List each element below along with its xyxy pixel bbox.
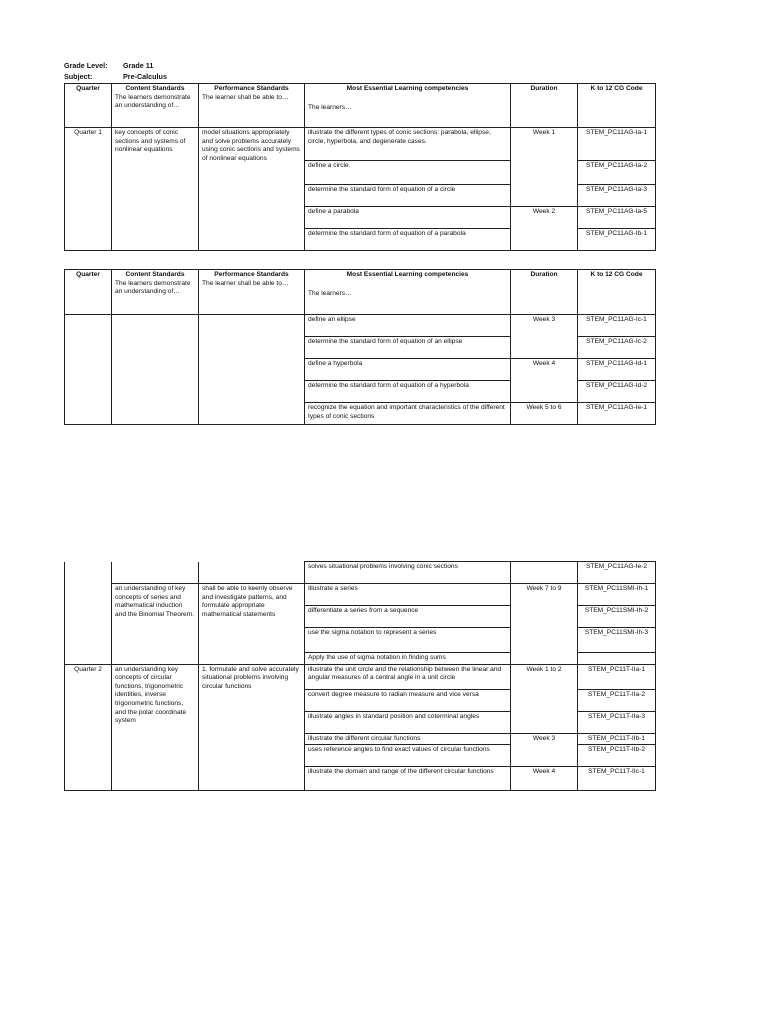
content-standard-cell: key concepts of conic sections and systems of nonlinear equations — [112, 128, 199, 251]
code-cell: STEM_PC11AG-Ia-5 — [578, 207, 656, 229]
duration-cell: Week 2 — [511, 207, 578, 251]
grade-level-line — [64, 61, 153, 71]
table-row — [65, 128, 656, 161]
code-cell: STEM_PC11AG-Ia-2 — [578, 161, 656, 185]
competency-cell: define an ellipse — [305, 315, 511, 337]
duration-cell — [511, 562, 578, 584]
code-cell: STEM_PC11SMI-Ih-3 — [578, 628, 656, 653]
competency-cell: illustrate the different types of conic sections: parabola, ellipse, circle, hyperbola, and degenerate cases. — [305, 128, 511, 161]
code-cell: STEM_PC11AG-Ic-2 — [578, 337, 656, 359]
quarter-cell: Quarter 1 — [65, 128, 112, 251]
code-cell: STEM_PC11T-IIa-1 — [578, 664, 656, 689]
curriculum-table-1 — [64, 83, 656, 251]
header-content-standards: Content Standards The learners demonstrate an understanding of… — [112, 84, 199, 128]
table-row — [65, 562, 656, 584]
quarter-cell — [65, 562, 112, 665]
competency-cell: illustrate the domain and range of the different circular functions — [305, 767, 511, 791]
code-cell: STEM_PC11AG-Ic-1 — [578, 315, 656, 337]
duration-cell: Week 4 — [511, 767, 578, 791]
competency-cell: determine the standard form of equation of a parabola — [305, 229, 511, 251]
code-cell: STEM_PC11SMI-Ih-2 — [578, 606, 656, 628]
table-row — [65, 584, 656, 606]
header-performance-standards: Performance Standards The learner shall be able to… — [199, 270, 305, 315]
content-standard-cell: an understanding key concepts of circular functions, trigonometric identities, inverse trigonometric functions, and the polar coordinate system — [112, 664, 199, 791]
quarter-cell — [65, 315, 112, 425]
header-performance-standards: Performance Standards The learner shall be able to… — [199, 84, 305, 128]
curriculum-table-2 — [64, 269, 656, 425]
code-cell: STEM_PC11T-IIb-2 — [578, 745, 656, 767]
duration-cell: Week 1 — [511, 128, 578, 207]
header-duration: Duration — [511, 270, 578, 315]
content-standard-cell — [112, 315, 199, 425]
header-content-standards: Content Standards The learners demonstrate an understanding of… — [112, 270, 199, 315]
code-cell: STEM_PC11T-IIa-2 — [578, 689, 656, 711]
competency-cell: illustrate the unit circle and the relationship between the linear and angular measures of a central angle in a unit circle — [305, 664, 511, 689]
code-cell: STEM_PC11AG-Ia-3 — [578, 185, 656, 207]
code-cell: STEM_PC11T-IIa-3 — [578, 711, 656, 733]
code-cell: STEM_PC11AG-Id-1 — [578, 359, 656, 381]
duration-cell: Week 7 to 9 — [511, 584, 578, 665]
subject-label: Subject: — [64, 72, 93, 81]
header-competencies: Most Essential Learning competencies The learners… — [305, 270, 511, 315]
code-cell: STEM_PC11AG-Id-2 — [578, 381, 656, 403]
header-duration: Duration — [511, 84, 578, 128]
competency-cell: solves situational problems involving conic sections — [305, 562, 511, 584]
competency-cell: Illustrate a series — [305, 584, 511, 606]
code-cell: STEM_PC11T-IIc-1 — [578, 767, 656, 791]
competency-cell: differentiate a series from a sequence — [305, 606, 511, 628]
code-cell: STEM_PC11AG-Ia-1 — [578, 128, 656, 161]
competency-cell: illustrate the different circular functions — [305, 733, 511, 745]
competency-cell: determine the standard form of equation of an ellipse — [305, 337, 511, 359]
competency-cell: define a hyperbola — [305, 359, 511, 381]
header-code: K to 12 CG Code — [578, 84, 656, 128]
header-competencies: Most Essential Learning competencies The learners… — [305, 84, 511, 128]
competency-cell: use the sigma notation to represent a series — [305, 628, 511, 653]
table-header-row — [65, 270, 656, 315]
quarter-cell: Quarter 2 — [65, 664, 112, 791]
competency-cell: convert degree measure to radian measure and vice versa — [305, 689, 511, 711]
curriculum-table-3 — [64, 561, 656, 791]
table-row — [65, 315, 656, 337]
header-quarter: Quarter — [65, 84, 112, 128]
header-quarter: Quarter — [65, 270, 112, 315]
competency-cell: recognize the equation and important characteristics of the different types of conic sections — [305, 403, 511, 425]
performance-standard-cell — [199, 562, 305, 584]
duration-cell: Week 1 to 2 — [511, 664, 578, 733]
duration-cell: Week 3 — [511, 315, 578, 359]
grade-level-value: Grade 11 — [123, 61, 154, 70]
code-cell: STEM_PC11AG-Ie-2 — [578, 562, 656, 584]
grade-level-label: Grade Level: — [64, 61, 108, 70]
competency-cell: Apply the use of sigma notation in finding sums — [305, 653, 511, 665]
table-header-row — [65, 84, 656, 128]
code-cell — [578, 653, 656, 665]
code-cell: STEM_PC11T-IIb-1 — [578, 733, 656, 745]
competency-cell: determine the standard form of equation of a hyperbola — [305, 381, 511, 403]
performance-standard-cell — [199, 315, 305, 425]
competency-cell: uses reference angles to find exact values of circular functions — [305, 745, 511, 767]
code-cell: STEM_PC11AG-Ib-1 — [578, 229, 656, 251]
header-code: K to 12 CG Code — [578, 270, 656, 315]
table-row — [65, 664, 656, 689]
performance-standard-cell: 1. formulate and solve accurately situational problems involving circular functions — [199, 664, 305, 791]
code-cell: STEM_PC11SMI-Ih-1 — [578, 584, 656, 606]
duration-cell: Week 5 to 6 — [511, 403, 578, 425]
code-cell: STEM_PC11AG-Ie-1 — [578, 403, 656, 425]
competency-cell: illustrate angles in standard position and coterminal angles — [305, 711, 511, 733]
content-standard-cell: an understanding of key concepts of series and mathematical induction and the Binomial Theorem. — [112, 584, 199, 665]
duration-cell: Week 3 — [511, 733, 578, 767]
content-standard-cell — [112, 562, 199, 584]
subject-value: Pre-Calculus — [123, 72, 167, 81]
duration-cell: Week 4 — [511, 359, 578, 403]
competency-cell: determine the standard form of equation of a circle — [305, 185, 511, 207]
competency-cell: define a circle. — [305, 161, 511, 185]
performance-standard-cell: shall be able to keenly observe and investigate patterns, and formulate appropriate mathematical statements — [199, 584, 305, 665]
competency-cell: define a parabola — [305, 207, 511, 229]
performance-standard-cell: model situations appropriately and solve problems accurately using conic sections and systems of nonlinear equations — [199, 128, 305, 251]
subject-line — [64, 72, 167, 82]
